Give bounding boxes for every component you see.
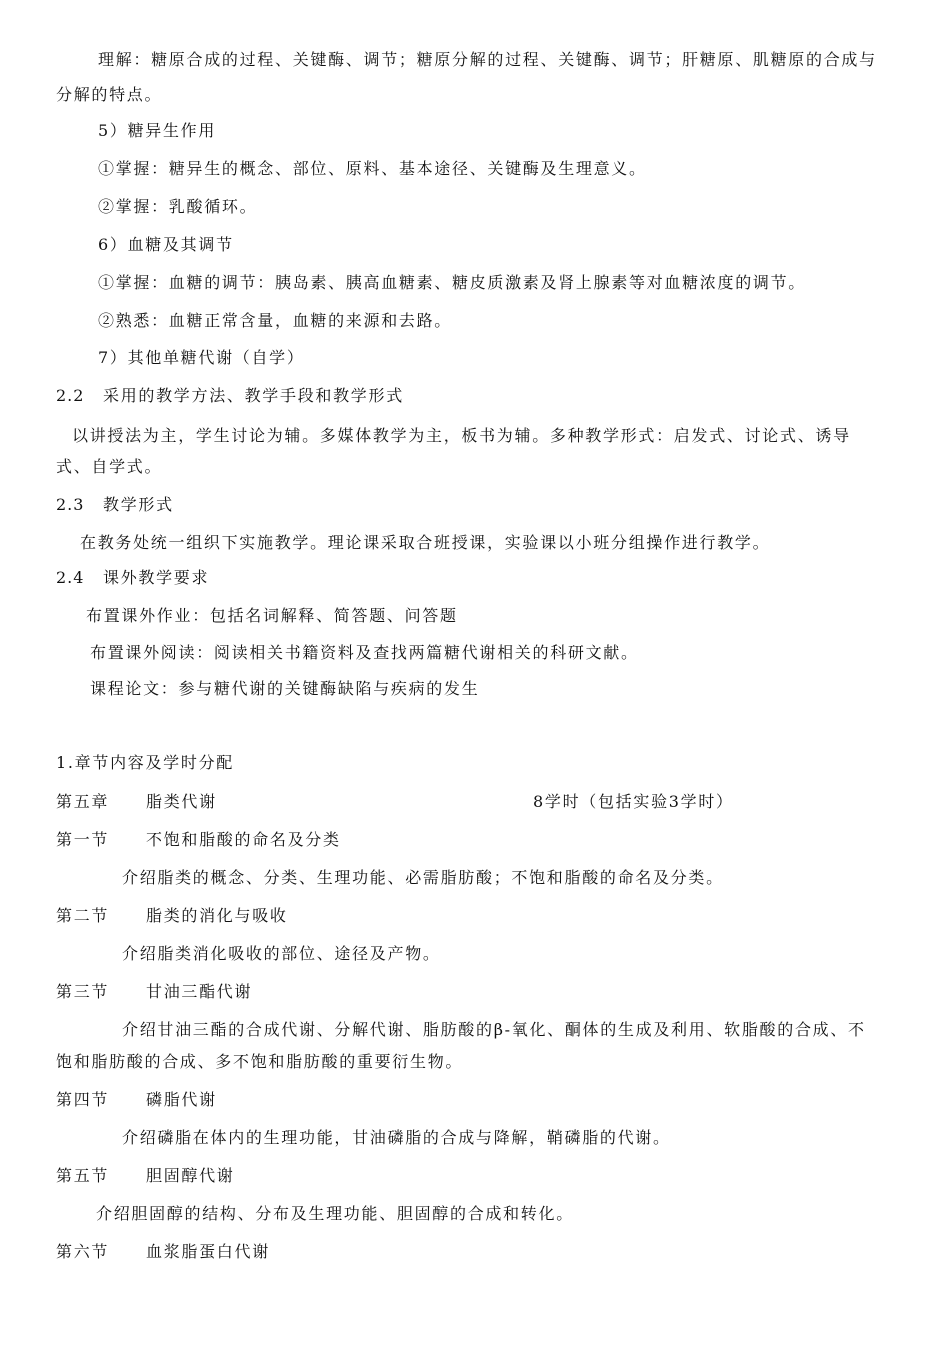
section-2-4-title: 课外教学要求 bbox=[103, 568, 210, 587]
section-title: 磷脂代谢 bbox=[146, 1090, 217, 1109]
blood-glucose-heading: 6）血糖及其调节 bbox=[98, 235, 234, 254]
chapter-content-heading: 1.章节内容及学时分配 bbox=[56, 753, 234, 772]
section-label: 第三节 bbox=[56, 982, 110, 1001]
section-description: 介绍甘油三酯的合成代谢、分解代谢、脂肪酸的β-氧化、酮体的生成及利用、软脂酸的合成、不 bbox=[122, 1020, 866, 1039]
section-description: 介绍磷脂在体内的生理功能，甘油磷脂的合成与降解，鞘磷脂的代谢。 bbox=[122, 1128, 671, 1147]
section-description: 介绍胆固醇的结构、分布及生理功能、胆固醇的合成和转化。 bbox=[96, 1204, 574, 1223]
section-label: 第五节 bbox=[56, 1166, 110, 1185]
section-title: 胆固醇代谢 bbox=[146, 1166, 235, 1185]
section-label: 第二节 bbox=[56, 906, 110, 925]
section-description: 介绍脂类消化吸收的部位、途径及产物。 bbox=[122, 944, 441, 963]
blood-glucose-item-1: ①掌握：血糖的调节：胰岛素、胰高血糖素、糖皮质激素及肾上腺素等对血糖浓度的调节。 bbox=[98, 273, 807, 292]
chapter-label: 第五章 bbox=[56, 792, 110, 811]
section-title: 不饱和脂酸的命名及分类 bbox=[146, 830, 341, 849]
blood-glucose-item-2: ②熟悉：血糖正常含量，血糖的来源和去路。 bbox=[98, 311, 453, 330]
section-description-continued: 饱和脂肪酸的合成、多不饱和脂肪酸的重要衍生物。 bbox=[56, 1052, 464, 1071]
section-2-2-title: 采用的教学方法、教学手段和教学形式 bbox=[103, 386, 404, 405]
section-description: 介绍脂类的概念、分类、生理功能、必需脂肪酸；不饱和脂酸的命名及分类。 bbox=[122, 868, 724, 887]
section-label: 第四节 bbox=[56, 1090, 110, 1109]
section-label: 第一节 bbox=[56, 830, 110, 849]
other-monosaccharides-heading: 7）其他单糖代谢（自学） bbox=[98, 348, 305, 367]
section-title: 脂类的消化与吸收 bbox=[146, 906, 288, 925]
glycogen-understand-line1: 理解：糖原合成的过程、关键酶、调节；糖原分解的过程、关键酶、调节；肝糖原、肌糖原的合成与 bbox=[98, 50, 877, 69]
gluconeogenesis-item-2: ②掌握：乳酸循环。 bbox=[98, 197, 258, 216]
chapter-hours: 8学时（包括实验3学时） bbox=[533, 792, 734, 811]
section-2-2-body-line2: 式、自学式。 bbox=[56, 457, 163, 476]
section-2-3-number: 2.3 bbox=[56, 495, 85, 514]
section-2-4-paper: 课程论文：参与糖代谢的关键酶缺陷与疾病的发生 bbox=[90, 679, 480, 698]
glycogen-understand-line2: 分解的特点。 bbox=[56, 85, 163, 104]
section-2-4-homework: 布置课外作业：包括名词解释、简答题、问答题 bbox=[86, 606, 458, 625]
section-2-3-body: 在教务处统一组织下实施教学。理论课采取合班授课，实验课以小班分组操作进行教学。 bbox=[80, 533, 771, 552]
section-2-3-title: 教学形式 bbox=[103, 495, 174, 514]
section-label: 第六节 bbox=[56, 1242, 110, 1261]
section-2-4-number: 2.4 bbox=[56, 568, 85, 587]
section-2-2-number: 2.2 bbox=[56, 386, 85, 405]
gluconeogenesis-heading: 5）糖异生作用 bbox=[98, 121, 217, 140]
gluconeogenesis-item-1: ①掌握：糖异生的概念、部位、原料、基本途径、关键酶及生理意义。 bbox=[98, 159, 647, 178]
section-2-2-body-line1: 以讲授法为主，学生讨论为辅。多媒体教学为主，板书为辅。多种教学形式：启发式、讨论式、诱导 bbox=[72, 426, 851, 445]
section-2-4-reading: 布置课外阅读：阅读相关书籍资料及查找两篇糖代谢相关的科研文献。 bbox=[90, 643, 639, 662]
section-title: 甘油三酯代谢 bbox=[146, 982, 253, 1001]
section-title: 血浆脂蛋白代谢 bbox=[146, 1242, 270, 1261]
chapter-title: 脂类代谢 bbox=[146, 792, 217, 811]
